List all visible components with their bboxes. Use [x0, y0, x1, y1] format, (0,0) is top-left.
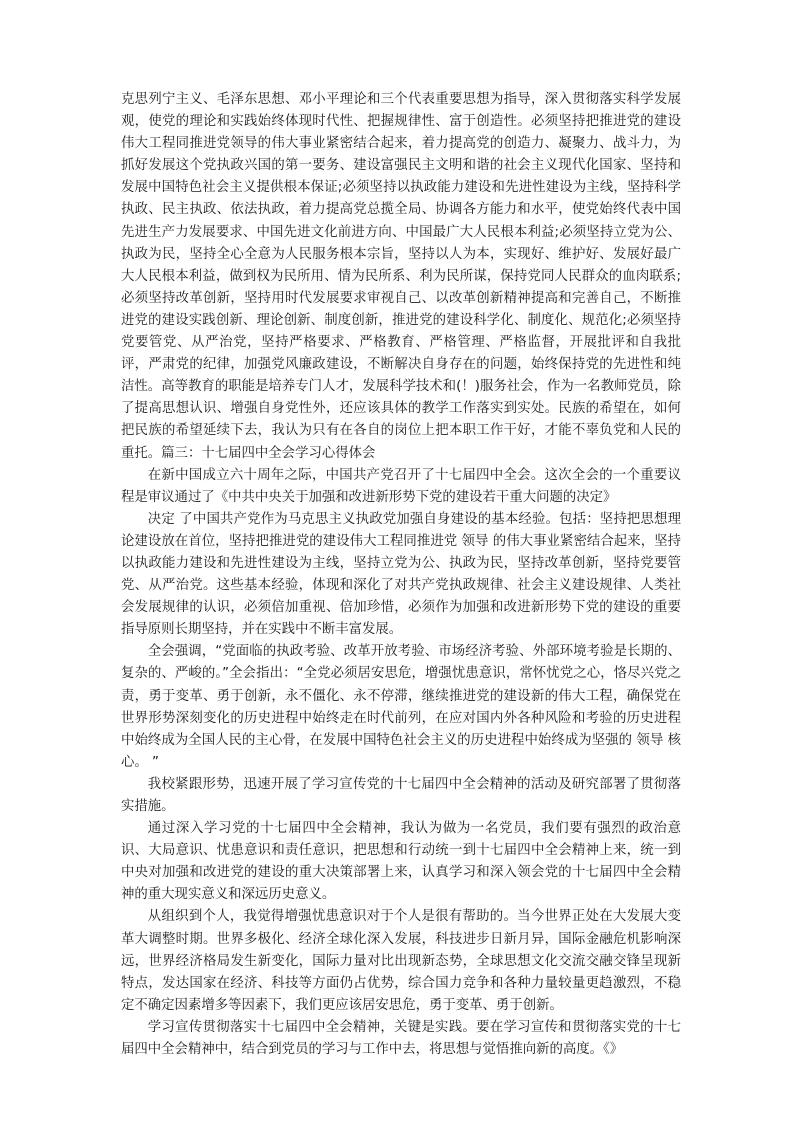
paragraph-5: 我校紧跟形势，迅速开展了学习宣传党的十七届四中全会精神的活动及研究部署了贯彻落实措施。 — [121, 776, 681, 814]
paragraph-3: 决定 了中国共产党作为马克思主义执政党加强自身建设的基本经验。包括：坚持把思想理论建设放在首位，坚持把推进党的建设伟大工程同推进党 领导 的伟大事业紧密结合起来，坚持以执政能力建设和先进性建设为主线，坚持立党为公、执政为民，坚持改革创新，坚持党要管党、从严治党。这些基本经验，体现和深化了对共产党执政规律、社会主义建设规律、人类社会发展规律的认识，必须倍加重视、倍加珍惜，必须作为加强和改进新形势下党的建设的重要指导原则长期坚持，并在实践中不断丰富发展。 — [121, 511, 681, 638]
paragraph-2: 在新中国成立六十周年之际，中国共产党召开了十七届四中全会。这次全会的一个重要议程是审议通过了《中共中央关于加强和改进新形势下党的建设若干重大问题的决定》 — [121, 467, 681, 505]
paragraph-4: 全会强调，“党面临的执政考验、改革开放考验、市场经济考验、外部环境考验是长期的、复杂的、严峻的。”全会指出：“全党必须居安思危，增强忧患意识，常怀忧党之心，恪尽兴党之责，勇于变革、勇于创新，永不僵化、永不停滞，继续推进党的建设新的伟大工程，确保党在世界形势深刻变化的历史进程中始终走在时代前列，在应对国内外各种风险和考验的历史进程中始终成为全国人民的主心骨，在发展中国特色社会主义的历史进程中始终成为坚强的 领导 核心。 ” — [121, 644, 681, 770]
paragraph-8: 学习宣传贯彻落实十七届四中全会精神，关键是实践。要在学习宣传和贯彻落实党的十七届四中全会精神中，结合到党员的学习与工作中去，将思想与觉悟推向新的高度。《》 — [121, 1019, 681, 1058]
paragraph-1: 克思列宁主义、毛泽东思想、邓小平理论和三个代表重要思想为指导，深入贯彻落实科学发展观，使党的理论和实践始终体现时代性、把握规律性、富于创造性。必须坚持把推进党的建设伟大工程同推进党领导的伟大事业紧密结合起来，着力提高党的创造力、凝聚力、战斗力，为抓好发展这个党执政兴国的第一要务、建设富强民主文明和谐的社会主义现代化国家、坚持和发展中国特色社会主义提供根本保证;必须坚持以执政能力建设和先进性建设为主线，坚持科学执政、民主执政、依法执政，着力提高党总揽全局、协调各方能力和水平，使党始终代表中国先进生产力发展要求、中国先进文化前进方向、中国最广大人民根本利益;必须坚持立党为公、执政为民，坚持全心全意为人民服务根本宗旨，坚持以人为本，实现好、维护好、发展好最广大人民根本利益，做到权为民所用、情为民所系、利为民所谋，保持党同人民群众的血肉联系;必须坚持改革创新，坚持用时代发展要求审视自己、以改革创新精神提高和完善自己，不断推进党的建设实践创新、理论创新、制度创新，推进党的建设科学化、制度化、规范化;必须坚持党要管党、从严治党，坚持严格要求、严格教育、严格管理、严格监督，开展批评和自我批评，严肃党的纪律，加强党风廉政建设，不断解决自身存在的问题，始终保持党的先进性和纯洁性。高等教育的职能是培养专门人才，发展科学技术和(！)服务社会，作为一名教师党员，除了提高思想认识、增强自身党性外，还应该具体的教学工作落实到实处。民族的希望在，如何把民族的希望延续下去，我认为只有在各自的岗位上把本职工作干好，才能不辜负党和人民的重托。篇三：十七届四中全会学习心得体会 — [121, 92, 681, 461]
document-body — [121, 89, 681, 1061]
paragraph-6: 通过深入学习党的十七届四中全会精神，我认为做为一名党员，我们要有强烈的政治意识、大局意识、忧患意识和责任意识，把思想和行动统一到十七届四中全会精神上来，统一到中央对加强和改进党的建设的重大决策部署上来，认真学习和深入领会党的十七届四中全会精神的重大现实意义和深远历史意义。 — [121, 821, 681, 903]
paragraph-7: 从组织到个人，我觉得增强忧患意识对于个人是很有帮助的。当今世界正处在大发展大变革大调整时期。世界多极化、经济全球化深入发展，科技进步日新月异，国际金融危机影响深远，世界经济格局发生新变化，国际力量对比出现新态势，全球思想文化交流交融交锋呈现新特点，发达国家在经济、科技等方面仍占优势，综合国力竞争和各种力量较量更趋激烈，不稳定不确定因素增多等因素下，我们更应该居安思危，勇于变革、勇于创新。 — [121, 909, 681, 1013]
